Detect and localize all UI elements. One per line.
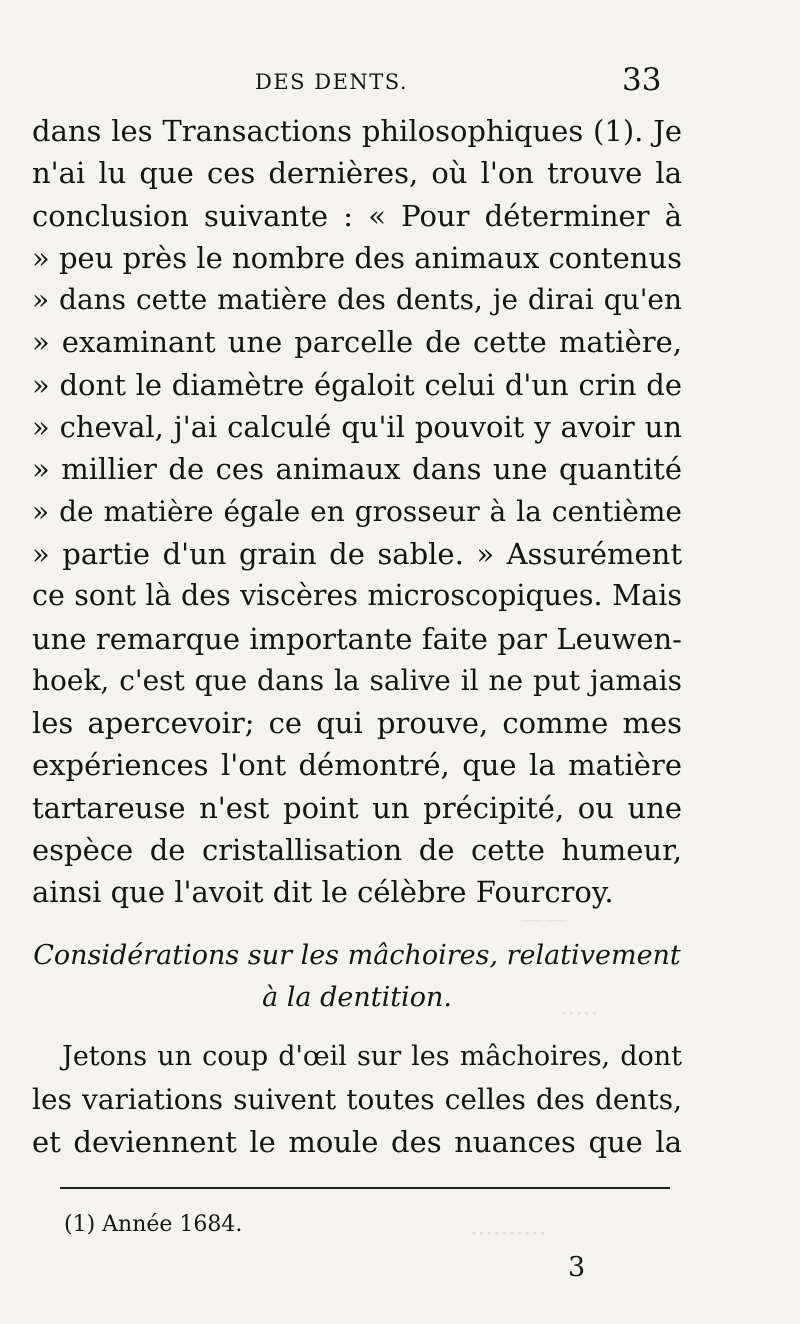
page-header xyxy=(0,62,800,102)
text-line: ce sont là des viscères microscopiques. Mais xyxy=(32,579,682,613)
text-line: » cheval, j'ai calculé qu'il pouvoit y avoir un xyxy=(32,410,682,445)
text-line: expériences l'ont démontré, que la matière xyxy=(32,748,682,783)
text-line: n'ai lu que ces dernières, où l'on trouve la xyxy=(32,156,682,191)
signature-mark: 3 xyxy=(568,1252,586,1283)
text-line: hoek, c'est que dans la salive il ne put jamais xyxy=(32,663,682,697)
bleed-through-mark: ····· xyxy=(560,1000,599,1028)
text-line: » millier de ces animaux dans une quantité xyxy=(32,452,682,487)
text-line: les variations suivent toutes celles des dents, xyxy=(32,1083,682,1116)
text-line: dans les Transactions philosophiques (1). Je xyxy=(32,114,682,148)
text-line: » de matière égale en grosseur à la centième xyxy=(32,494,682,528)
page-number: 33 xyxy=(622,62,662,98)
footnote: (1) Année 1684. xyxy=(64,1212,243,1237)
text-line: » peu près le nombre des animaux contenus xyxy=(32,240,682,275)
footnote-rule xyxy=(60,1187,670,1189)
heading-line: à la dentition. xyxy=(262,982,452,1013)
running-head: DES DENTS. xyxy=(255,70,409,94)
body-paragraph-1 xyxy=(32,110,682,914)
text-line: » examinant une parcelle de cette matière, xyxy=(32,325,682,360)
text-line: Jetons un coup d'œil sur les mâchoires, dont xyxy=(62,1041,682,1072)
text-line: » dans cette matière des dents, je dirai qu'en xyxy=(32,283,682,317)
text-line: » partie d'un grain de sable. » Assurément xyxy=(32,536,682,571)
text-line: tartareuse n'est point un précipité, ou une xyxy=(32,790,682,825)
text-line: ainsi que l'avoit dit le célèbre Fourcroy. xyxy=(32,875,614,910)
text-line: les apercevoir; ce qui prouve, comme mes xyxy=(32,706,682,741)
bleed-through-mark: —— xyxy=(520,905,568,933)
text-line: une remarque importante faite par Leuwen- xyxy=(32,621,682,656)
text-line: conclusion suivante : « Pour déterminer à xyxy=(32,198,682,233)
section-heading xyxy=(32,935,682,1019)
body-paragraph-2 xyxy=(32,1035,682,1164)
text-line: espèce de cristallisation de cette humeur, xyxy=(32,833,682,868)
bleed-through-mark: ·········· xyxy=(470,1220,547,1248)
heading-line: Considérations sur les mâchoires, relativement xyxy=(33,940,681,971)
text-line: et deviennent le moule des nuances que la xyxy=(32,1125,682,1159)
text-line: » dont le diamètre égaloit celui d'un crin de xyxy=(32,367,682,402)
